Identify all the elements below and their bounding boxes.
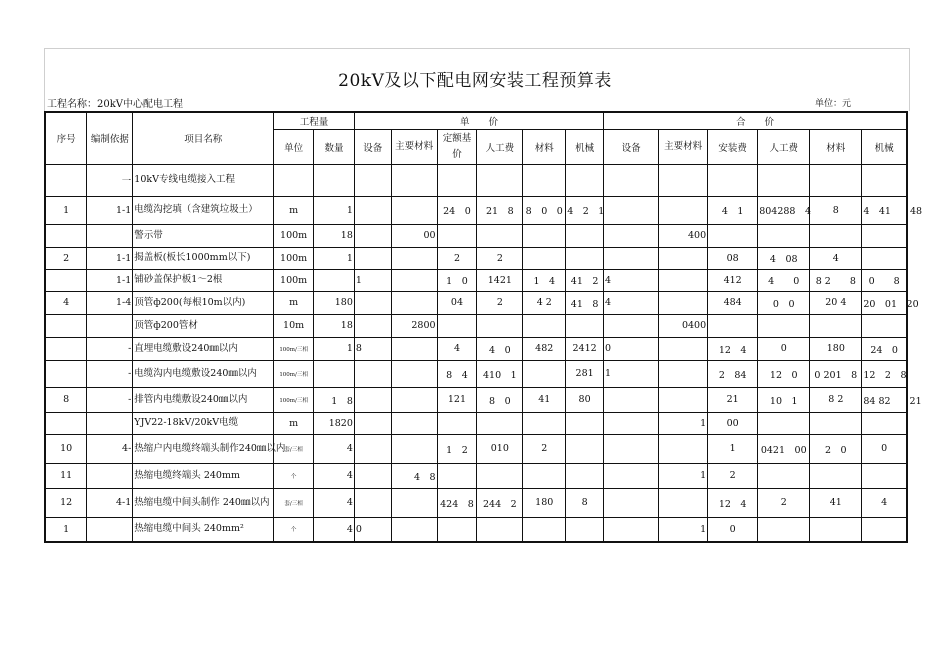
cell-machine: 80 — [566, 387, 604, 412]
cell-total-main-material: 1 — [659, 517, 708, 542]
cell-unit: 套/三相 — [274, 434, 314, 463]
cell-quota: 24 0 — [437, 196, 477, 224]
cell-main-material — [391, 434, 437, 463]
cell-main-material: 4 8 — [391, 463, 437, 488]
table-row — [45, 196, 907, 224]
cell-total-main-material — [659, 488, 708, 517]
cell-quota — [437, 164, 477, 196]
cell-total-main-material — [659, 387, 708, 412]
cell-machine: 41 2 — [566, 269, 604, 291]
cell-equip — [354, 387, 391, 412]
cell-total-main-material — [659, 337, 708, 360]
cell-total-machine: 4 — [862, 488, 907, 517]
table-row — [45, 488, 907, 517]
cell-seq — [45, 314, 87, 337]
table-row — [45, 387, 907, 412]
table-row — [45, 337, 907, 360]
cell-basis — [87, 314, 133, 337]
cell-quota: 1 0 — [437, 269, 477, 291]
cell-seq — [45, 412, 87, 434]
cell-material: 2 — [523, 434, 566, 463]
cell-unit: 个 — [274, 463, 314, 488]
cell-total-install: 08 — [708, 247, 758, 269]
cell-machine — [566, 463, 604, 488]
cell-basis: 1-1 — [87, 269, 133, 291]
cell-main-material — [391, 269, 437, 291]
cell-basis: 1-4 — [87, 291, 133, 314]
cell-item-name: 10kV专线电缆接入工程 — [133, 164, 274, 196]
cell-basis: 4-1 — [87, 488, 133, 517]
cell-main-material: 00 — [391, 224, 437, 247]
cell-unit: 个 — [274, 517, 314, 542]
header-basis: 编制依据 — [87, 112, 133, 164]
cell-total-material: 180 — [810, 337, 862, 360]
cell-unit: 100m — [274, 247, 314, 269]
cell-basis — [87, 517, 133, 542]
cell-machine: 41 8 — [566, 291, 604, 314]
cell-total-main-material — [659, 269, 708, 291]
cell-qty: 1820 — [314, 412, 355, 434]
cell-total-material — [810, 517, 862, 542]
cell-labor: 2 — [477, 247, 523, 269]
header-material: 材料 — [523, 129, 566, 164]
cell-unit: 100m/三相 — [274, 360, 314, 387]
cell-total-main-material — [659, 360, 708, 387]
cell-equip: 1 — [354, 269, 391, 291]
cell-total-labor — [758, 224, 810, 247]
cell-total-equip — [604, 164, 659, 196]
cell-machine — [566, 434, 604, 463]
header-total-machine: 机械 — [862, 129, 907, 164]
cell-total-labor — [758, 463, 810, 488]
table-row — [45, 291, 907, 314]
cell-total-install: 12 4 — [708, 337, 758, 360]
cell-total-equip: 0 — [604, 337, 659, 360]
cell-total-main-material: 1 — [659, 463, 708, 488]
cell-machine — [566, 164, 604, 196]
cell-labor — [477, 463, 523, 488]
cell-total-main-material — [659, 434, 708, 463]
cell-qty: 18 — [314, 314, 355, 337]
cell-total-material: 4 — [810, 247, 862, 269]
cell-basis: 1-1 — [87, 247, 133, 269]
cell-total-material: 2 0 — [810, 434, 862, 463]
cell-qty: 180 — [314, 291, 355, 314]
cell-total-equip — [604, 387, 659, 412]
cell-total-labor: 4 0 — [758, 269, 810, 291]
cell-equip — [354, 247, 391, 269]
table-row — [45, 360, 907, 387]
cell-equip — [354, 488, 391, 517]
cell-main-material — [391, 412, 437, 434]
cell-quota — [437, 517, 477, 542]
table-row — [45, 434, 907, 463]
cell-total-equip — [604, 412, 659, 434]
cell-equip — [354, 196, 391, 224]
project-name: 工程名称：20kV中心配电工程 — [47, 99, 184, 110]
cell-labor: 010 — [477, 434, 523, 463]
cell-main-material — [391, 196, 437, 224]
cell-qty — [314, 269, 355, 291]
cell-material — [523, 463, 566, 488]
cell-total-machine — [862, 412, 907, 434]
cell-item-name: 顶管ф200(每根10m以内) — [133, 291, 274, 314]
cell-total-install — [708, 224, 758, 247]
cell-total-install: 484 — [708, 291, 758, 314]
cell-item-name: 排管内电缆敷设240㎜以内 — [133, 387, 274, 412]
page-title: 20kV及以下配电网安装工程预算表 — [338, 71, 612, 91]
header-total-install: 安装费 — [708, 129, 758, 164]
cell-main-material — [391, 517, 437, 542]
cell-equip — [354, 314, 391, 337]
cell-unit: 10m — [274, 314, 314, 337]
cell-quota — [437, 314, 477, 337]
cell-total-machine — [862, 164, 907, 196]
cell-total-install: 1 — [708, 434, 758, 463]
header-qty: 数量 — [314, 129, 355, 164]
cell-material — [523, 517, 566, 542]
header-unit: 单位 — [274, 129, 314, 164]
cell-total-main-material: 400 — [659, 224, 708, 247]
cell-total-material — [810, 314, 862, 337]
cell-unit: m — [274, 412, 314, 434]
header-seq: 序号 — [45, 112, 87, 164]
cell-main-material — [391, 337, 437, 360]
cell-total-machine — [862, 517, 907, 542]
cell-total-material: 8 2 8 — [810, 269, 862, 291]
cell-total-install — [708, 314, 758, 337]
cell-total-material: 0 201 8 — [810, 360, 862, 387]
cell-total-labor: 0421 00 — [758, 434, 810, 463]
cell-total-labor: 0 — [758, 337, 810, 360]
table-row — [45, 224, 907, 247]
cell-total-equip: 4 — [604, 269, 659, 291]
cell-total-material — [810, 463, 862, 488]
cell-qty: 4 — [314, 517, 355, 542]
cell-labor: 1421 — [477, 269, 523, 291]
cell-qty — [314, 164, 355, 196]
cell-total-machine: 20 01 20 — [862, 291, 907, 314]
cell-total-main-material — [659, 247, 708, 269]
cell-machine — [566, 314, 604, 337]
cell-unit: 100m — [274, 269, 314, 291]
cell-unit: 套/三相 — [274, 488, 314, 517]
cell-machine: 281 — [566, 360, 604, 387]
cell-main-material — [391, 387, 437, 412]
header-quota-base: 定额基价 — [437, 129, 477, 164]
cell-basis — [87, 463, 133, 488]
cell-total-equip — [604, 314, 659, 337]
cell-total-equip — [604, 488, 659, 517]
cell-material: 4 2 — [523, 291, 566, 314]
table-row — [45, 412, 907, 434]
cell-unit: 100m/三相 — [274, 387, 314, 412]
cell-seq: 8 — [45, 387, 87, 412]
cell-item-name: 直埋电缆敷设240㎜以内 — [133, 337, 274, 360]
cell-total-install: 0 — [708, 517, 758, 542]
cell-quota — [437, 224, 477, 247]
cell-seq: 12 — [45, 488, 87, 517]
cell-total-machine: 4 41 48 — [862, 196, 907, 224]
cell-item-name: 电缆沟挖填（含建筑垃圾土） — [133, 196, 274, 224]
header-main-material: 主要材料 — [391, 129, 437, 164]
table-row — [45, 463, 907, 488]
cell-total-labor — [758, 164, 810, 196]
cell-total-equip: 4 — [604, 291, 659, 314]
cell-labor — [477, 314, 523, 337]
header-unit-price-group: 单 价 — [354, 112, 603, 129]
cell-total-equip — [604, 463, 659, 488]
cell-labor: 4 0 — [477, 337, 523, 360]
cell-labor — [477, 224, 523, 247]
cell-unit: m — [274, 196, 314, 224]
cell-total-main-material — [659, 164, 708, 196]
cell-total-labor: 10 1 — [758, 387, 810, 412]
cell-item-name: 警示带 — [133, 224, 274, 247]
cell-qty: 4 — [314, 434, 355, 463]
cell-equip — [354, 434, 391, 463]
cell-main-material — [391, 488, 437, 517]
cell-total-labor — [758, 517, 810, 542]
cell-equip — [354, 463, 391, 488]
cell-labor: 2 — [477, 291, 523, 314]
cell-total-install — [708, 164, 758, 196]
cell-machine: 4 2 1 — [566, 196, 604, 224]
cell-equip — [354, 291, 391, 314]
cell-total-equip: 1 — [604, 360, 659, 387]
cell-machine — [566, 224, 604, 247]
cell-quota: 121 — [437, 387, 477, 412]
cell-total-machine — [862, 463, 907, 488]
header-quantity-group: 工程量 — [274, 112, 355, 129]
table-row — [45, 164, 907, 196]
cell-item-name: 热缩电缆终端头 240mm — [133, 463, 274, 488]
cell-quota: 424 8 — [437, 488, 477, 517]
cell-item-name: 揭盖板(板长1000mm以下) — [133, 247, 274, 269]
cell-quota — [437, 463, 477, 488]
cell-item-name: 顶管ф200管材 — [133, 314, 274, 337]
cell-material: 1 4 — [523, 269, 566, 291]
header-item: 项目名称 — [133, 112, 274, 164]
cell-total-labor: 2 — [758, 488, 810, 517]
cell-total-material: 8 — [810, 196, 862, 224]
cell-basis: - — [87, 337, 133, 360]
cell-total-material — [810, 412, 862, 434]
header-machine: 机械 — [566, 129, 604, 164]
cell-item-name: 热缩户内电缆终端头制作240㎜以内 — [133, 434, 274, 463]
cell-total-labor: 12 0 — [758, 360, 810, 387]
cell-equip — [354, 164, 391, 196]
cell-total-equip — [604, 434, 659, 463]
header-total-material: 材料 — [810, 129, 862, 164]
cell-total-equip — [604, 247, 659, 269]
cell-total-labor: 0 0 — [758, 291, 810, 314]
cell-machine — [566, 247, 604, 269]
cell-seq — [45, 224, 87, 247]
cell-total-material — [810, 164, 862, 196]
header-labor: 人工费 — [477, 129, 523, 164]
cell-seq: 1 — [45, 196, 87, 224]
cell-seq: 10 — [45, 434, 87, 463]
cell-material — [523, 247, 566, 269]
cell-material: 180 — [523, 488, 566, 517]
cell-machine — [566, 517, 604, 542]
cell-basis: - — [87, 387, 133, 412]
table-row — [45, 314, 907, 337]
cell-qty: 4 — [314, 463, 355, 488]
cell-quota: 4 — [437, 337, 477, 360]
cell-main-material — [391, 164, 437, 196]
cell-labor — [477, 164, 523, 196]
cell-labor: 244 2 — [477, 488, 523, 517]
header-total-main-material: 主要材料 — [659, 129, 708, 164]
cell-total-main-material — [659, 196, 708, 224]
cell-quota: 2 — [437, 247, 477, 269]
cell-material — [523, 164, 566, 196]
cell-labor: 410 1 — [477, 360, 523, 387]
cell-total-machine: 0 8 — [862, 269, 907, 291]
cell-total-labor — [758, 314, 810, 337]
cell-total-machine: 24 0 — [862, 337, 907, 360]
header-total-price-group: 合 价 — [604, 112, 907, 129]
cell-seq — [45, 360, 87, 387]
cell-total-equip — [604, 224, 659, 247]
cell-labor — [477, 517, 523, 542]
budget-table — [44, 111, 923, 543]
cell-labor: 21 8 — [477, 196, 523, 224]
cell-basis — [87, 224, 133, 247]
cell-total-machine — [862, 314, 907, 337]
cell-total-material — [810, 224, 862, 247]
cell-qty: 1 — [314, 337, 355, 360]
cell-machine — [566, 412, 604, 434]
cell-machine: 2412 — [566, 337, 604, 360]
cell-seq: 4 — [45, 291, 87, 314]
cell-equip — [354, 360, 391, 387]
cell-seq — [45, 164, 87, 196]
header-equip: 设备 — [354, 129, 391, 164]
cell-qty: 18 — [314, 224, 355, 247]
cell-material — [523, 412, 566, 434]
cell-quota: 04 — [437, 291, 477, 314]
cell-total-machine: 12 2 8 — [862, 360, 907, 387]
cell-item-name: 热缩电缆中间头 240mm² — [133, 517, 274, 542]
cell-total-labor: 4 08 — [758, 247, 810, 269]
cell-total-material: 8 2 — [810, 387, 862, 412]
unit-label: 单位：元 — [815, 99, 852, 109]
cell-total-labor — [758, 412, 810, 434]
cell-total-machine: 0 — [862, 434, 907, 463]
cell-main-material: 2800 — [391, 314, 437, 337]
cell-material — [523, 314, 566, 337]
cell-item-name: 热缩电缆中间头制作 240㎜以内 — [133, 488, 274, 517]
cell-total-machine — [862, 224, 907, 247]
cell-total-install: 2 84 — [708, 360, 758, 387]
cell-basis — [87, 412, 133, 434]
cell-basis: 1-1 — [87, 196, 133, 224]
cell-equip: 0 — [354, 517, 391, 542]
cell-seq — [45, 337, 87, 360]
table-row — [45, 517, 907, 542]
cell-total-install: 21 — [708, 387, 758, 412]
cell-unit — [274, 164, 314, 196]
cell-basis: 4- — [87, 434, 133, 463]
table-row — [45, 247, 907, 269]
cell-qty: 1 8 — [314, 387, 355, 412]
cell-material: 482 — [523, 337, 566, 360]
cell-total-install: 00 — [708, 412, 758, 434]
cell-material: 41 — [523, 387, 566, 412]
cell-equip — [354, 412, 391, 434]
cell-seq — [45, 269, 87, 291]
cell-equip: 8 — [354, 337, 391, 360]
cell-seq: 2 — [45, 247, 87, 269]
cell-item-name: 铺砂盖保护板1～2根 — [133, 269, 274, 291]
cell-machine: 8 — [566, 488, 604, 517]
header-total-equip: 设备 — [604, 129, 659, 164]
cell-unit: m — [274, 291, 314, 314]
cell-quota: 8 4 — [437, 360, 477, 387]
table-row — [45, 269, 907, 291]
cell-material: 8 0 0 — [523, 196, 566, 224]
cell-total-install: 12 4 — [708, 488, 758, 517]
cell-main-material — [391, 247, 437, 269]
cell-total-main-material: 0400 — [659, 314, 708, 337]
cell-material — [523, 360, 566, 387]
cell-main-material — [391, 291, 437, 314]
cell-basis: 一 — [87, 164, 133, 196]
cell-labor: 8 0 — [477, 387, 523, 412]
cell-total-main-material — [659, 291, 708, 314]
cell-main-material — [391, 360, 437, 387]
cell-total-install: 412 — [708, 269, 758, 291]
cell-total-machine: 84 82 21 — [862, 387, 907, 412]
cell-material — [523, 224, 566, 247]
cell-total-material: 41 — [810, 488, 862, 517]
cell-total-equip — [604, 517, 659, 542]
cell-total-machine — [862, 247, 907, 269]
cell-seq: 1 — [45, 517, 87, 542]
cell-total-install: 4 1 — [708, 196, 758, 224]
cell-qty: 4 — [314, 488, 355, 517]
cell-item-name: YJV22-18kV/20kV电缆 — [133, 412, 274, 434]
cell-item-name: 电缆沟内电缆敷设240㎜以内 — [133, 360, 274, 387]
cell-qty — [314, 360, 355, 387]
cell-total-main-material: 1 — [659, 412, 708, 434]
cell-basis: - — [87, 360, 133, 387]
cell-unit: 100m — [274, 224, 314, 247]
cell-labor — [477, 412, 523, 434]
cell-quota: 1 2 — [437, 434, 477, 463]
cell-qty: 1 — [314, 196, 355, 224]
cell-total-labor: 804288 4 — [758, 196, 810, 224]
cell-total-material: 20 4 — [810, 291, 862, 314]
header-total-labor: 人工费 — [758, 129, 810, 164]
cell-qty: 1 — [314, 247, 355, 269]
cell-total-install: 2 — [708, 463, 758, 488]
cell-seq: 11 — [45, 463, 87, 488]
cell-unit: 100m/三相 — [274, 337, 314, 360]
cell-total-equip — [604, 196, 659, 224]
cell-equip — [354, 224, 391, 247]
cell-quota — [437, 412, 477, 434]
